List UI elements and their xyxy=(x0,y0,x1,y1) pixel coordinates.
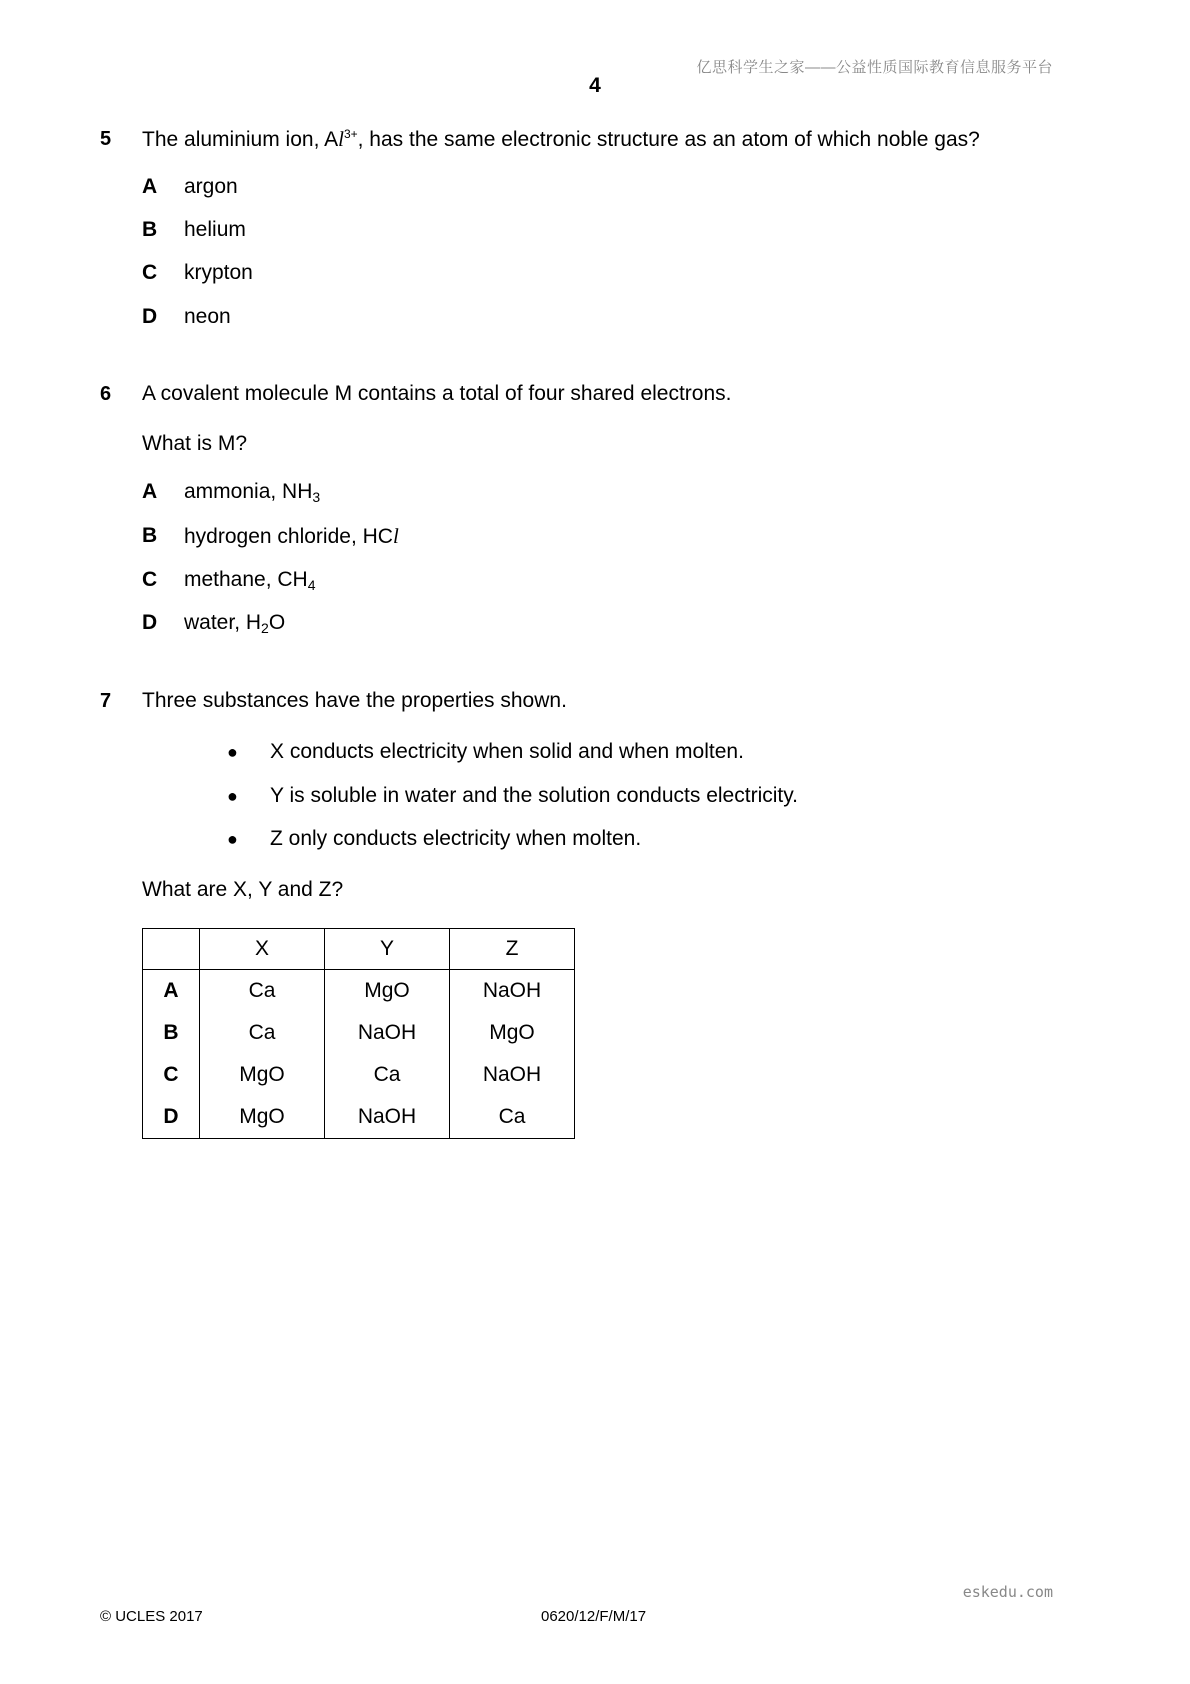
table-header-row xyxy=(143,929,575,970)
option-letter: C xyxy=(142,261,158,284)
table-cell: NaOH xyxy=(450,970,575,1013)
row-label: D xyxy=(143,1096,200,1139)
option-letter: B xyxy=(142,218,158,241)
table-cell: MgO xyxy=(200,1096,325,1139)
answer-table xyxy=(142,928,575,1139)
header-watermark: 亿思科学生之家——公益性质国际教育信息服务平台 xyxy=(696,59,1053,76)
bullet-text: X conducts electricity when solid and when molten. xyxy=(270,740,744,763)
table-row xyxy=(143,1012,575,1054)
question-text: A covalent molecule M contains a total of four shared electrons. xyxy=(142,382,732,405)
row-label: C xyxy=(143,1054,200,1096)
option-letter: A xyxy=(142,175,158,198)
table-cell: NaOH xyxy=(325,1012,450,1054)
option-letter: A xyxy=(142,480,158,503)
table-header-cell: X xyxy=(200,929,325,970)
table-cell: Ca xyxy=(200,970,325,1013)
option-text: hydrogen chloride, HCl xyxy=(184,524,399,548)
option-letter: D xyxy=(142,611,158,634)
option-text: argon xyxy=(184,175,238,198)
table-cell: NaOH xyxy=(325,1096,450,1139)
bullet-icon: ● xyxy=(227,742,238,762)
bullet-icon: ● xyxy=(227,829,238,849)
table-cell: Ca xyxy=(325,1054,450,1096)
option-text: ammonia, $NH_3$ xyxy=(184,480,321,505)
option-letter: D xyxy=(142,305,158,328)
option-text: water, $H_2O$ xyxy=(184,611,286,636)
copyright-text: © UCLES 2017 xyxy=(100,1608,203,1625)
page-number: 4 xyxy=(589,74,601,97)
question-number: 6 xyxy=(100,383,112,405)
option-text: krypton xyxy=(184,261,253,284)
paper-code: 0620/12/F/M/17 xyxy=(541,1608,647,1625)
bullet-text: Z only conducts electricity when molten. xyxy=(270,827,642,850)
footer-watermark: eskedu.com xyxy=(962,1583,1053,1601)
bullet-text: Y is soluble in water and the solution conducts electricity. xyxy=(270,784,799,807)
question-number: 5 xyxy=(100,128,112,150)
table-cell: MgO xyxy=(450,1012,575,1054)
option-text: helium xyxy=(184,218,246,241)
table-header-cell: Y xyxy=(325,929,450,970)
question-text: The aluminium ion, $Al^{3+}$, has the same electronic structure as an atom of which noble gas? xyxy=(142,127,980,151)
table-cell: Ca xyxy=(450,1096,575,1139)
table-cell: MgO xyxy=(200,1054,325,1096)
option-letter: B xyxy=(142,524,158,547)
table-row xyxy=(143,1096,575,1139)
question-text: Three substances have the properties shown. xyxy=(142,689,567,712)
table-corner-cell xyxy=(143,929,200,970)
question-prompt: What is M? xyxy=(142,432,248,455)
option-text: methane, $CH_4$ xyxy=(184,568,316,593)
bullet-icon: ● xyxy=(227,786,238,806)
table-row xyxy=(143,1054,575,1096)
question-prompt: What are X, Y and Z? xyxy=(142,878,344,901)
question-number: 7 xyxy=(100,690,112,712)
row-label: A xyxy=(143,970,200,1013)
table-row xyxy=(143,970,575,1013)
table-header-cell: Z xyxy=(450,929,575,970)
table-cell: NaOH xyxy=(450,1054,575,1096)
option-letter: C xyxy=(142,568,158,591)
row-label: B xyxy=(143,1012,200,1054)
option-text: neon xyxy=(184,305,231,328)
table-cell: MgO xyxy=(325,970,450,1013)
table-cell: Ca xyxy=(200,1012,325,1054)
